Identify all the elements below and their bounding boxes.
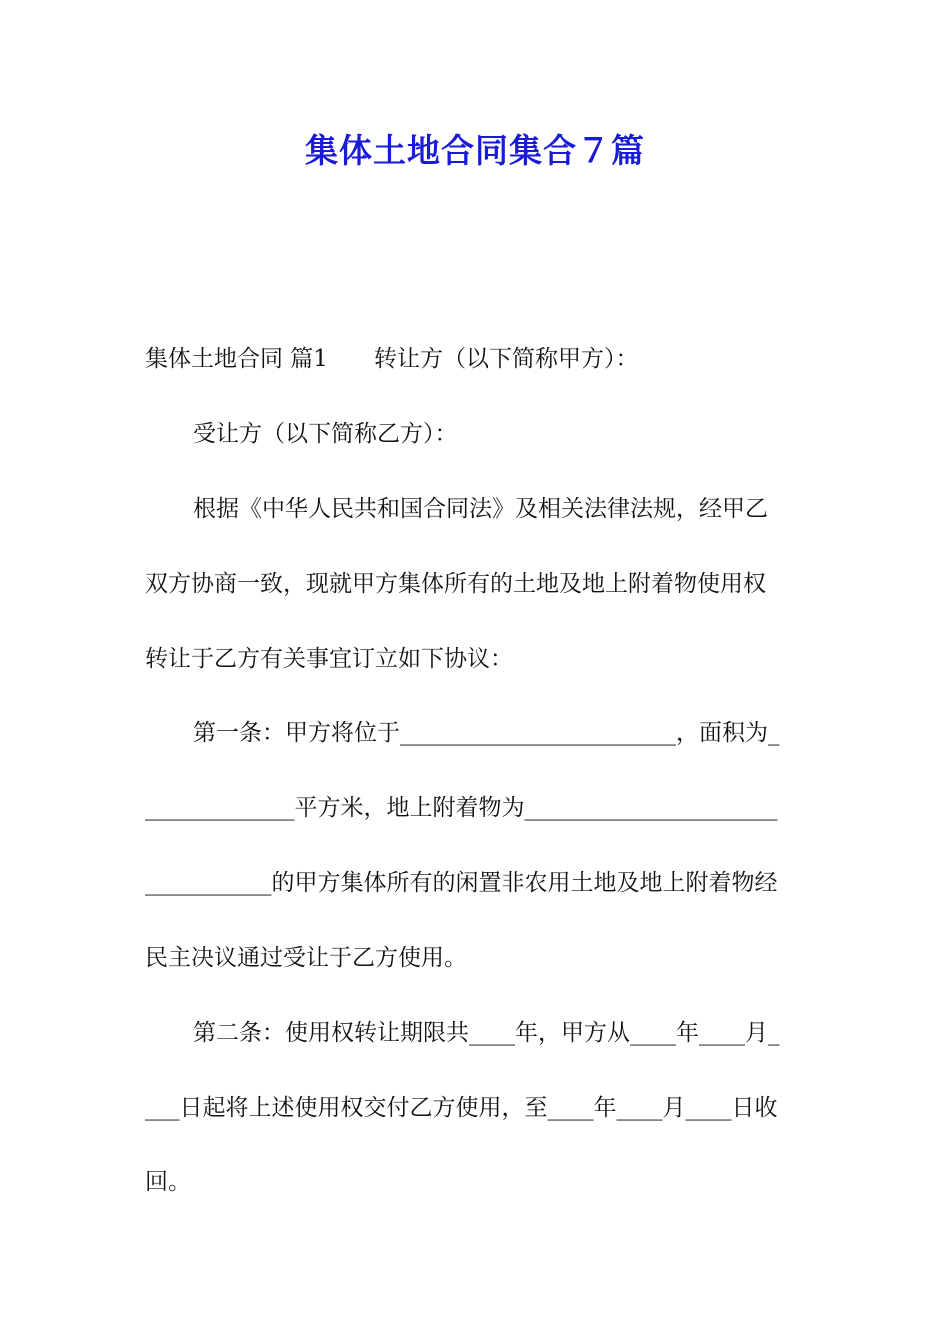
- document-title: 集体土地合同集合７篇: [305, 131, 645, 170]
- transferee-label: 受让方（以下简称乙方）：: [193, 421, 458, 447]
- article-2-line-2: ___日起将上述使用权交付乙方使用，至____年____月____日收: [145, 1095, 778, 1121]
- article-1-line-4: 民主决议通过受让于乙方使用。: [145, 945, 467, 971]
- preamble-line-1: 根据《中华人民共和国合同法》及相关法律法规，经甲乙: [193, 496, 768, 522]
- article-1-line-2: _____________平方米，地上附着物为______________________: [145, 795, 778, 821]
- transferor-label: 转让方（以下简称甲方）：: [373, 346, 639, 372]
- heading-line: [145, 343, 810, 375]
- article-1-line-1: 第一条：甲方将位于________________________，面积为_: [193, 720, 780, 746]
- section-heading: 集体土地合同 篇1: [145, 346, 328, 372]
- preamble-line-2: 双方协商一致，现就甲方集体所有的土地及地上附着物使用权: [145, 571, 766, 597]
- preamble-line-3: 转让于乙方有关事宜订立如下协议：: [145, 646, 513, 672]
- article-1-line-3: ___________的甲方集体所有的闲置非农用土地及地上附着物经: [145, 870, 778, 896]
- article-2-line-1: 第二条：使用权转让期限共____年，甲方从____年____月_: [193, 1020, 780, 1046]
- article-2-line-3: 回。: [145, 1169, 191, 1195]
